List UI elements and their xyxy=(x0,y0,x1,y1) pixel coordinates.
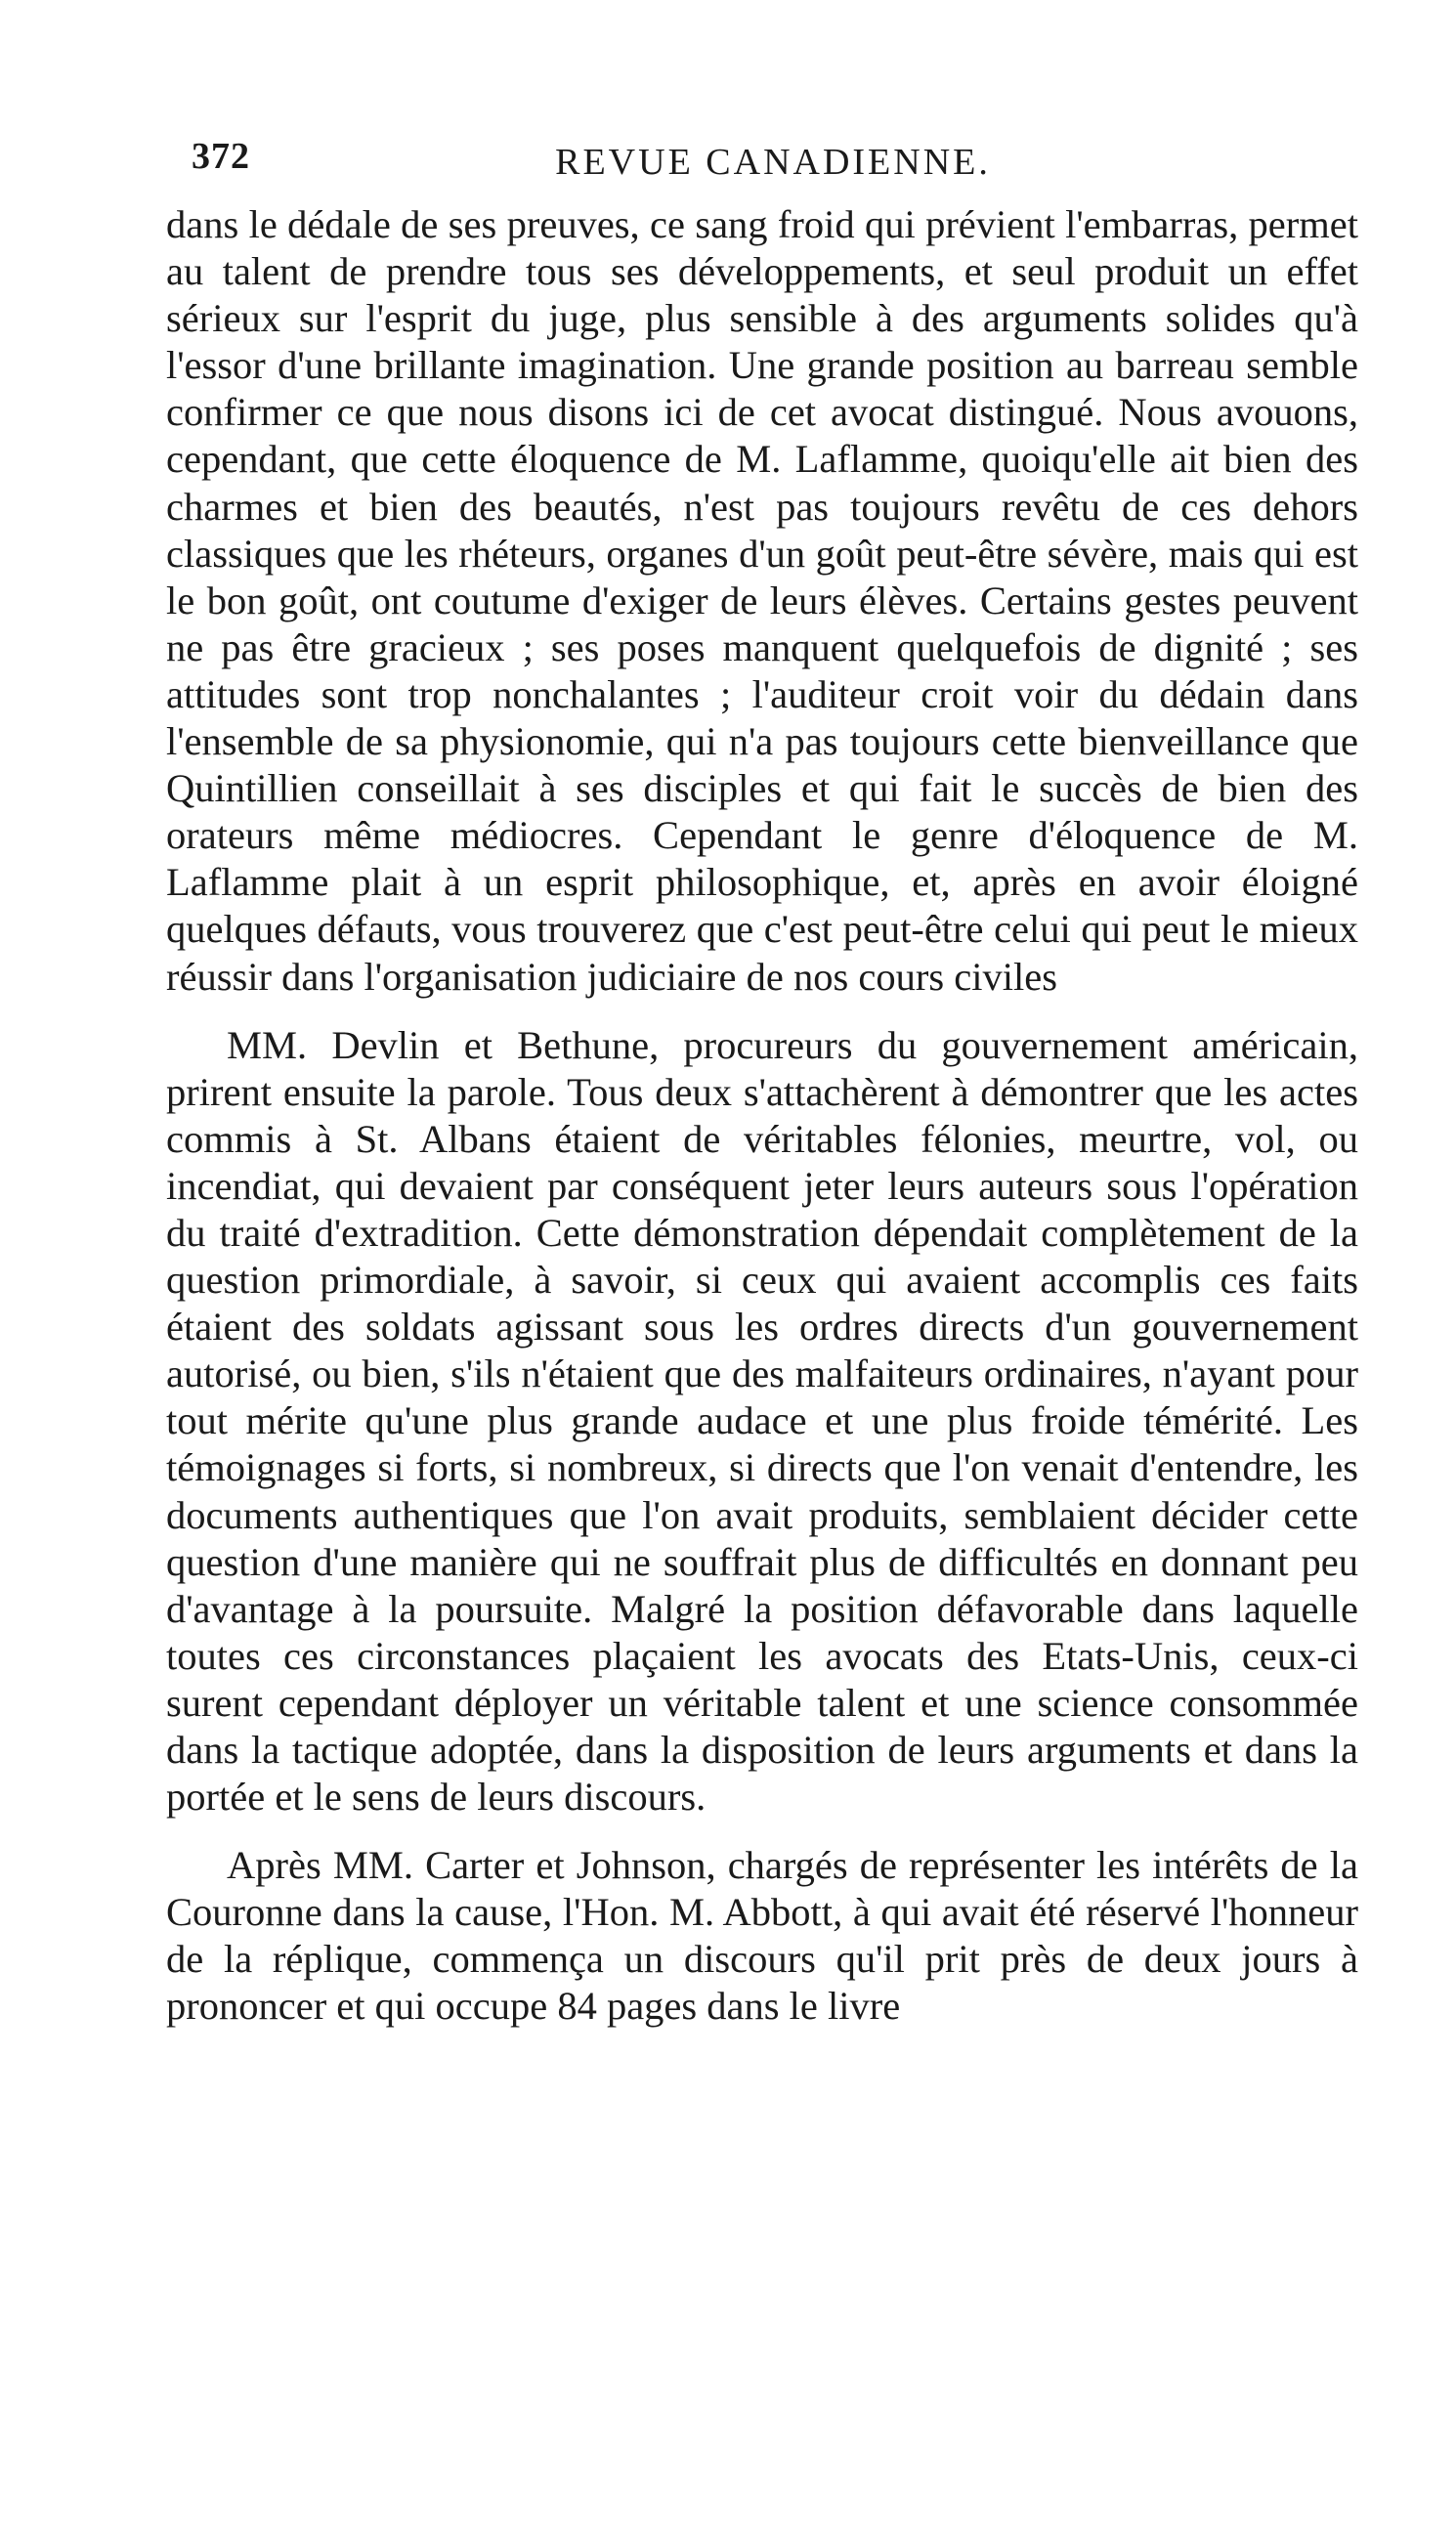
paragraph-devlin-bethune: MM. Devlin et Bethune, procureurs du gouvernement américain, prirent ensuite la parole. Tous deux s'attachèrent à démontrer que les actes commis à St. Albans étaient de véritables félonies, meurtre, vol, ou incendiat, qui devaient par conséquent jeter leurs auteurs sous l'opération du traité d'extradition. Cette démonstration dépendait complètement de la question primordiale, à savoir, si ceux qui avaient accomplis ces faits étaient des soldats agissant sous les ordres directs d'un gouvernement autorisé, ou bien, s'ils n'étaient que des malfaiteurs ordinaires, n'ayant pour tout mérite qu'une plus grande audace et une plus froide témérité. Les témoignages si forts, si nombreux, si directs que l'on venait d'entendre, les documents authentiques que l'on avait produits, semblaient décider cette question d'une manière qui ne souffrait plus de difficultés en donnant peu d'avantage à la poursuite. Malgré la position défavorable dans laquelle toutes ces circonstances plaçaient les avocats des Etats-Unis, ceux-ci surent cependant déployer un véritable talent et une science consommée dans la tactique adoptée, dans la disposition de leurs arguments et dans la portée et le sens de leurs discours. xyxy=(166,1022,1358,1820)
body-text xyxy=(166,201,1358,2031)
page-number: 372 xyxy=(192,136,250,177)
paragraph-abbott: Après MM. Carter et Johnson, chargés de représenter les intérêts de la Couronne dans la cause, l'Hon. M. Abbott, à qui avait été réservé l'honneur de la réplique, commença un discours qu'il prit près de deux jours à prononcer et qui occupe 84 pages dans le livre xyxy=(166,1843,1358,2029)
paragraph-continued: dans le dédale de ses preuves, ce sang froid qui prévient l'embarras, permet au talent de prendre tous ses développements, et seul produit un effet sérieux sur l'esprit du juge, plus sensible à des arguments solides qu'à l'essor d'une brillante imagination. Une grande position au barreau semble confirmer ce que nous disons ici de cet avocat distingué. Nous avouons, cependant, que cette éloquence de M. Laflamme, quoiqu'elle ait bien des charmes et bien des beautés, n'est pas toujours revêtu de ces dehors classiques que les rhéteurs, organes d'un goût peut-être sévère, mais qui est le bon goût, ont coutume d'exiger de leurs élèves. Certains gestes peuvent ne pas être gracieux ; ses poses manquent quelquefois de dignité ; ses attitudes sont trop nonchalantes ; l'auditeur croit voir du dédain dans l'ensemble de sa physionomie, qui n'a pas toujours cette bienveillance que Quintillien conseillait à ses disciples et qui fait le succès de bien des orateurs même médiocres. Cependant le genre d'éloquence de M. Laflamme plait à un esprit philosophique, et, après en avoir éloigné quelques défauts, vous trouverez que c'est peut-être celui qui peut le mieux réussir dans l'organisation judiciaire de nos cours civiles xyxy=(166,202,1358,999)
running-head xyxy=(192,135,1354,193)
journal-title: REVUE CANADIENNE. xyxy=(555,142,991,183)
